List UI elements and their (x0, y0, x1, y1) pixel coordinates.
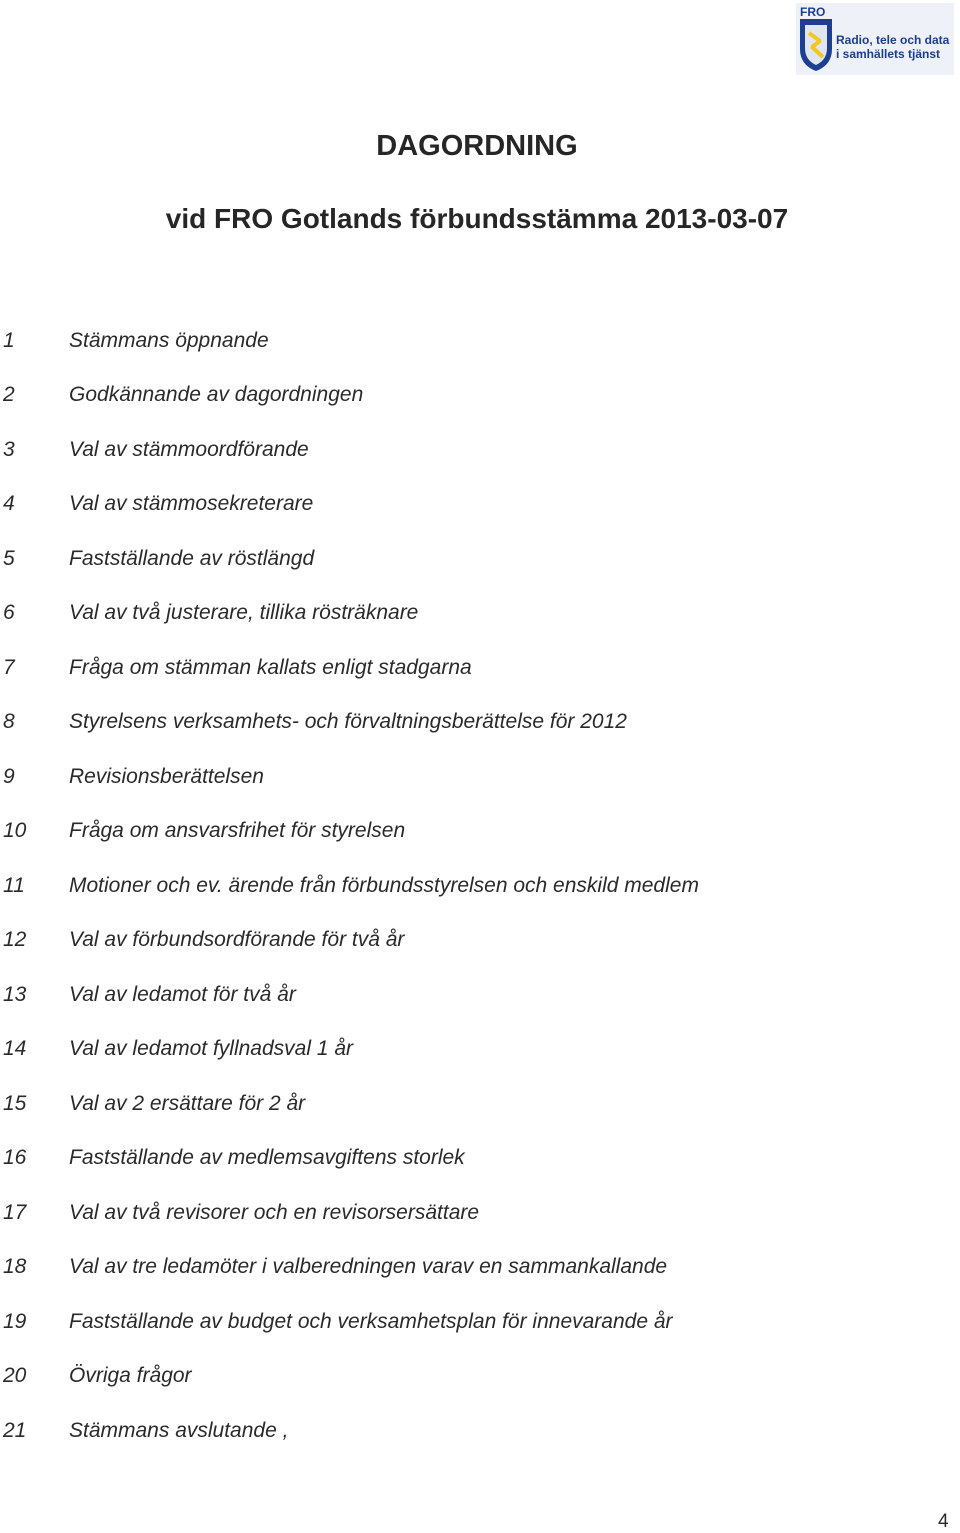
agenda-item-text: Fastställande av medlemsavgiftens storlek (69, 1146, 465, 1169)
agenda-item-text: Stämmans avslutande , (69, 1419, 289, 1442)
agenda-item-text: Val av två justerare, tillika rösträknare (69, 601, 419, 624)
agenda-item-number: 14 (3, 1037, 27, 1060)
agenda-item-text: Stämmans öppnande (69, 329, 269, 352)
agenda-item-text: Godkännande av dagordningen (69, 383, 364, 406)
agenda-item-number: 5 (3, 547, 15, 570)
agenda-item-text: Fastställande av budget och verksamhetsplan för innevarande år (69, 1310, 673, 1333)
agenda-item-text: Val av tre ledamöter i valberedningen varav en sammankallande (69, 1255, 668, 1278)
logo-name: FRO (800, 5, 826, 19)
agenda-item-text: Val av ledamot fyllnadsval 1 år (69, 1037, 354, 1060)
agenda-item-number: 12 (3, 928, 27, 951)
agenda-item-number: 7 (3, 656, 15, 679)
agenda-item-number: 2 (3, 383, 15, 406)
agenda-item-text: Styrelsens verksamhets- och förvaltningsberättelse för 2012 (69, 710, 627, 733)
agenda-item-number: 21 (3, 1419, 27, 1442)
agenda-item-number: 10 (3, 819, 27, 842)
agenda-item-number: 17 (3, 1201, 27, 1224)
logo-tagline-line-2: i samhällets tjänst (836, 47, 941, 61)
agenda-item-number: 15 (3, 1092, 27, 1115)
agenda-item-number: 8 (3, 710, 15, 733)
agenda-item-number: 11 (3, 874, 25, 897)
agenda-item-text: Fråga om stämman kallats enligt stadgarna (69, 656, 472, 679)
agenda-item-number: 6 (3, 601, 15, 624)
agenda-item-number: 4 (3, 492, 15, 515)
agenda-item-number: 3 (3, 438, 15, 461)
document-title: DAGORDNING (376, 130, 578, 162)
fro-logo (796, 3, 954, 75)
agenda-item-number: 1 (3, 329, 15, 352)
agenda-item-number: 19 (3, 1310, 27, 1333)
document-subtitle: vid FRO Gotlands förbundsstämma 2013-03-07 (165, 203, 789, 234)
agenda-item-text: Övriga frågor (69, 1364, 192, 1387)
agenda-item-number: 9 (3, 765, 15, 788)
agenda-item-text: Val av stämmosekreterare (69, 492, 314, 515)
agenda-item-text: Val av förbundsordförande för två år (69, 928, 405, 951)
agenda-item-text: Fastställande av röstlängd (69, 547, 315, 570)
agenda-item-text: Revisionsberättelsen (69, 765, 264, 788)
agenda-item-text: Fråga om ansvarsfrihet för styrelsen (69, 819, 406, 842)
agenda-item-number: 18 (3, 1255, 27, 1278)
logo-tagline (836, 33, 949, 61)
agenda-item-text: Val av stämmoordförande (69, 438, 309, 461)
agenda-item-text: Motioner och ev. ärende från förbundsstyrelsen och enskild medlem (69, 874, 699, 897)
agenda-item-text: Val av 2 ersättare för 2 år (69, 1092, 306, 1115)
agenda-item-number: 13 (3, 983, 27, 1006)
agenda-item-text: Val av två revisorer och en revisorsersättare (69, 1201, 480, 1224)
agenda-item-number: 16 (3, 1146, 27, 1169)
page-number: 4 (938, 1511, 949, 1532)
logo-tagline-line-1: Radio, tele och data (836, 33, 950, 47)
agenda-item-text: Val av ledamot för två år (69, 983, 296, 1006)
agenda-item-number: 20 (3, 1364, 27, 1387)
